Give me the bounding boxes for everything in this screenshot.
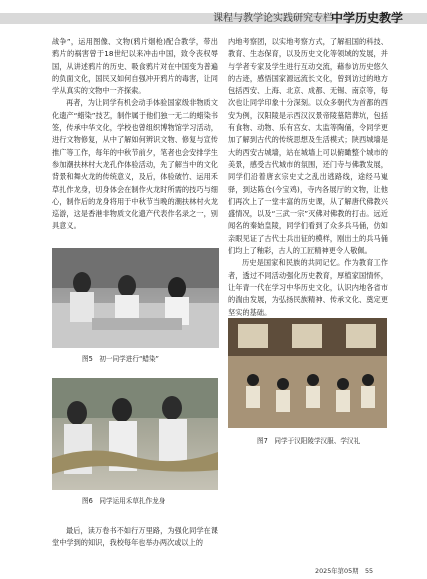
photo-straw-dragon <box>52 378 218 490</box>
photo-illustration <box>228 318 387 428</box>
paragraph: 战争”，运用图像、文物(鸦片烟枪)配合教学，带出鸦片的祸害曾于18世纪以来冲击中国，致令丧权辱国，从讲述鸦片的历史、吸食鸦片对在中国变为普遍的负面文化，国民又如何自强冲开鸦片的毒害，让同学从真实的文物中一齐探索。 <box>52 37 218 96</box>
left-column-text-bottom <box>52 525 218 550</box>
photo-illustration <box>52 378 218 490</box>
paragraph: 内地考察团，以实地考察方式，了解祖国的科技、教育、生态保育，以及历史文化等领域的发展，并与学者专家及学生进行互动交流，藉参访历史悠久的古迹，感悟国家源远流长文化，曾到访过的地方包括西安、上海、北京、成都、无锡、南京等，每次也让同学印象十分深刻。以众多朝代为首都的西安为例，汉阳陵是示西汉汉景帝陵墓陪葬坑，包括有食物、动物、乐有宫女、太监等陶俑，令同学更加了解到古代的传统思想及生活模式；陕西城墙是大的西安古城墙，站在城墙上可以俯瞰整个城市的美景，感受古代城市的氛围，还门寺与佛教发展，同学们沿着唐玄宗史丈之乱出逃路线，途经马嵬驿，到达陈仓(今宝鸡)，寺内各展厅的文物，让他们再次上了一堂丰富的历史课，从了解唐代佛教兴盛情况，以及“三武一宗”灭佛对佛教的打击。远近闻名的秦始皇陵，同学们看到了众多兵马俑，仿如亲眼见证了古代士兵出征的模样，刚出土的兵马俑们均上了釉彩，古人的工匠精神更令人敬佩。 <box>228 37 388 256</box>
right-column-text <box>228 36 388 319</box>
journal-brand: 中学历史教学 <box>331 11 404 25</box>
photo-illustration <box>52 248 219 348</box>
left-column-text <box>52 36 218 233</box>
photo-students-batik <box>52 248 219 348</box>
page-number: 2025年第05期 55 <box>315 567 374 575</box>
figure-caption: 图5 初一同学进行“蜡染” <box>82 355 159 363</box>
column-title: 课程与教学论实践研究专栏 <box>213 13 333 24</box>
figure-caption: 图7 同学于汉阳陵学汉服、学汉礼 <box>257 437 361 445</box>
figure-caption: 图6 同学运用禾草扎作龙身 <box>82 497 166 505</box>
paragraph: 最后，读万卷书不如行万里路，为强化同学在课堂中学到的知识，我校每年也举办两次或以上的 <box>52 526 218 548</box>
paragraph: 再者，为让同学有机会动手体验国家级非物质文化遗产“蜡染”技艺，制作属于他们独一无二的蜡染书签，传承中华文化，学校也曾组织博物馆学习活动，进行文物修复，从中了解如何辨识文物、修复与宣传推广等工作，每年的中秋节前夕，笔者也会安排学生参加潮扶林村大龙孔作体验活动，先了解当中的文化背景和舞火龙的传统意义，及后，体验破竹、运用禾草扎作龙身，切身体会在制作火龙时所需的技巧与细心，制作后的龙身将用于中秋节当晚的潮扶林村火龙巡游，这是香港非物质文化遗产代表作名录之一，别具意义。 <box>52 98 218 231</box>
paragraph: 历史是国家和民族的共同记忆。作为教育工作者，透过不同活动强化历史教育，厚植家国情怀，让年青一代在学习中华历史文化，认识内地各省市的湍由发展，为弘扬民族精神、传承文化、奠定更坚实的基础。 <box>228 258 388 317</box>
photo-han-costume-class <box>228 318 387 428</box>
